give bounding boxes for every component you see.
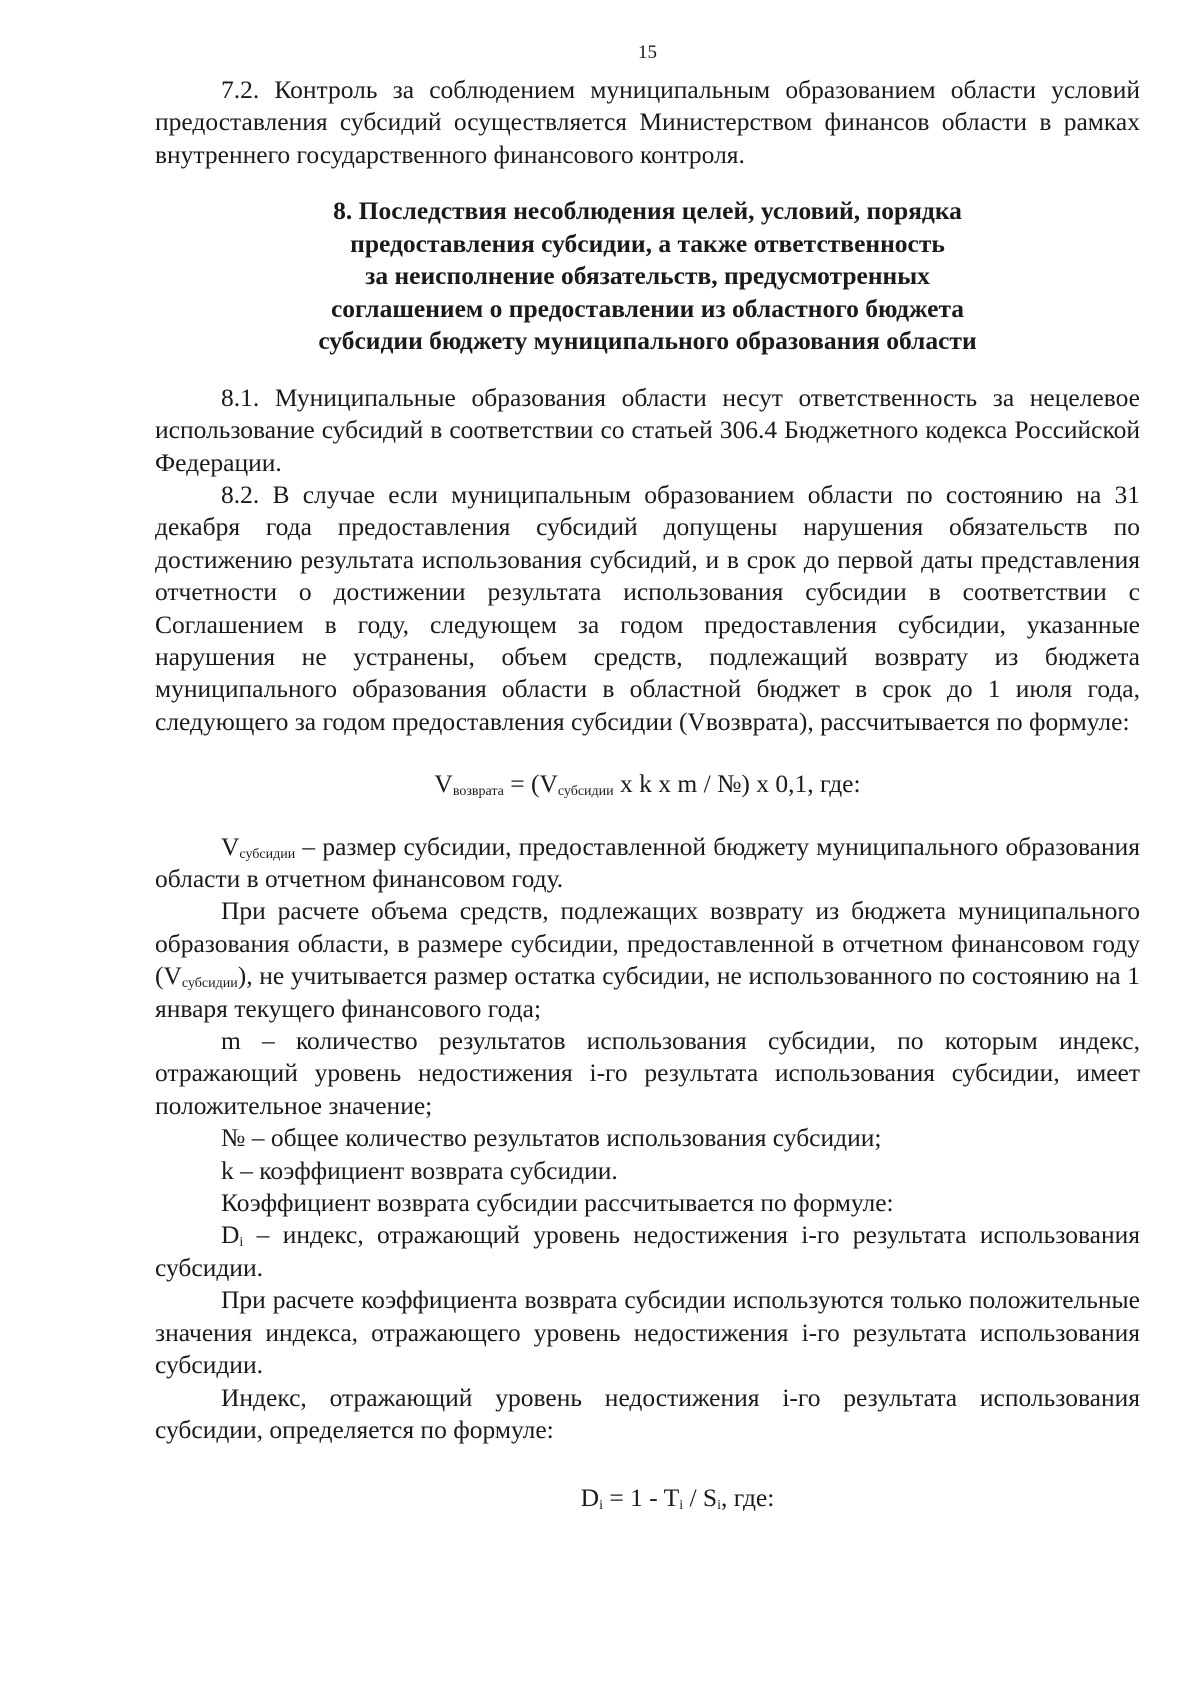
formula-v-return: $V_{возврата} = (V_{субсидии}$ x k x m / №) x 0,1, где: bbox=[434, 769, 861, 800]
heading-line: 8. Последствия несоблюдения целей, условий, порядка bbox=[333, 196, 962, 226]
section-8-heading bbox=[235, 195, 1060, 358]
document-content bbox=[155, 42, 1140, 1515]
paragraph-7-2: 7.2. Контроль за соблюдением муниципальным образованием области условий предоставления субсидий осуществляется Министерством финансов области в рамках внутреннего государственного финансового контроля. bbox=[155, 75, 1140, 169]
paragraph-positive-values: При расчете коэффициента возврата субсидии используются только положительные значения индекса, отражающего уровень недостижения i-го результата использования субсидии. bbox=[155, 1285, 1140, 1380]
definition-k: k – коэффициент возврата субсидии. bbox=[221, 1155, 618, 1185]
definition-v-subsidy: $V_{субсидии}$ – размер субсидии, предоставленной бюджету муниципального образования области в отчетном финансовом году. bbox=[155, 831, 1140, 893]
paragraph-index: Индекс, отражающий уровень недостижения i-го результата использования субсидии, определяется по формуле: bbox=[155, 1382, 1140, 1444]
formula-d-index: $D_i = 1 - T_i / S_i$, где: bbox=[580, 1483, 775, 1514]
paragraph-calculation-note: При расчете объема средств, подлежащих возврату из бюджета муниципального образования области, в размере субсидии, предоставленной в отчетном финансовом году $(V_{субсидии})$, не учитывается размер остатка субсидии, не использованного по состоянию на 1 января текущего финансового года; bbox=[155, 896, 1140, 1023]
definition-d: $D_i$ – индекс, отражающий уровень недостижения i-го результата использования субсидии. bbox=[155, 1220, 1140, 1282]
paragraph-8-1: 8.1. Муниципальные образования области несут ответственность за нецелевое использование субсидий в соответствии со статьей 306.4 Бюджетного кодекса Российской Федерации. bbox=[155, 382, 1140, 477]
heading-line: предоставления субсидии, а также ответственность bbox=[350, 228, 945, 258]
page-number: 15 bbox=[638, 42, 657, 63]
heading-line: за неисполнение обязательств, предусмотренных bbox=[365, 261, 930, 291]
heading-line: субсидии бюджету муниципального образования области bbox=[318, 326, 977, 356]
definition-m: m – количество результатов использования субсидии, по которым индекс, отражающий уровень недостижения i-го результата использования субсидии, имеет положительное значение; bbox=[155, 1026, 1140, 1120]
heading-line: соглашением о предоставлении из областного бюджета bbox=[330, 293, 965, 323]
paragraph-8-2: 8.2. В случае если муниципальным образованием области по состоянию на 31 декабря года предоставления субсидий допущены нарушения обязательств по достижению результата использования субсидий, и в срок до первой даты представления отчетности о достижении результата использования субсидии в соответствии с Соглашением в году, следующем за годом предоставления субсидии, указанные нарушения не устранены, объем средств, подлежащий возврату из бюджета муниципального образования области в областной бюджет в срок до 1 июля года, следующего за годом предоставления субсидии (Vвозврата), рассчитывается по формуле: bbox=[155, 479, 1140, 736]
definition-n: № – общее количество результатов использования субсидии; bbox=[221, 1123, 882, 1153]
paragraph-coefficient: Коэффициент возврата субсидии рассчитывается по формуле: bbox=[221, 1188, 894, 1218]
